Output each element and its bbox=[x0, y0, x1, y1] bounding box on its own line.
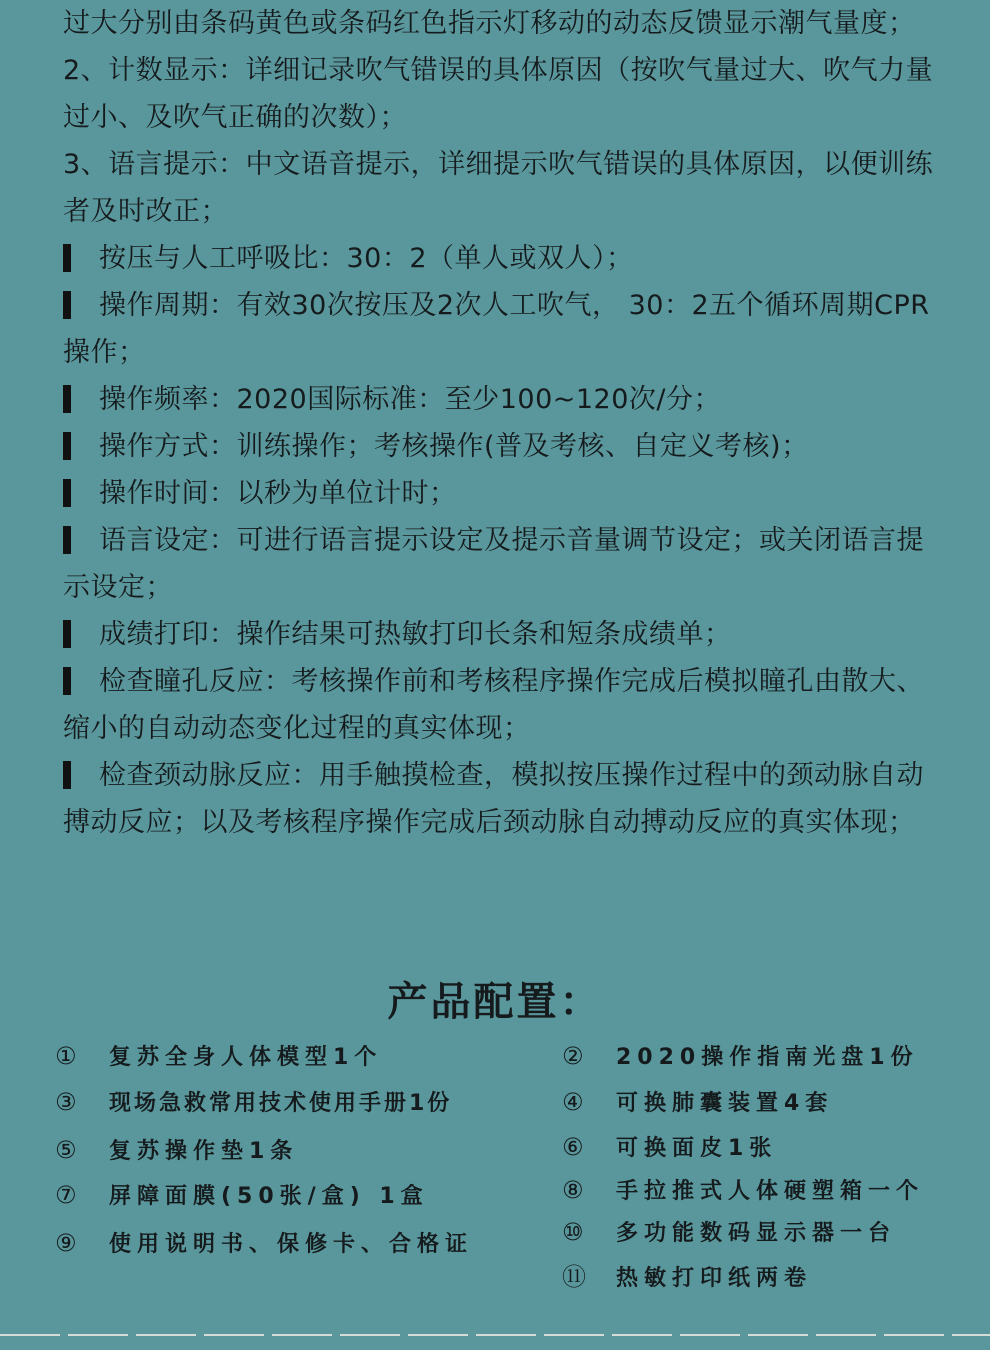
bullet-bar-icon bbox=[63, 291, 71, 319]
config-item: ⑩ 多功能数码显示器一台 bbox=[562, 1218, 897, 1246]
config-title: 产品配置： bbox=[387, 979, 603, 1025]
config-item: ③ 现场急救常用技术使用手册1份 bbox=[55, 1088, 453, 1116]
spec-line-print: 成绩打印：操作结果可热敏打印长条和短条成绩单； bbox=[63, 611, 943, 658]
config-item: ⑦ 屏障面膜(50张/盒) 1盒 bbox=[55, 1181, 429, 1209]
bullet-bar-icon bbox=[63, 667, 71, 695]
spec-line-mode: 操作方式：训练操作；考核操作(普及考核、自定义考核)； bbox=[63, 423, 943, 470]
spec-line-count-display: 2、计数显示：详细记录吹气错误的具体原因（按吹气量过大、吹气力量过小、及吹气正确的次数）； bbox=[63, 55, 934, 133]
config-item: ① 复苏全身人体模型1个 bbox=[55, 1042, 383, 1070]
spec-line-voice-prompt: 3、语言提示：中文语音提示，详细提示吹气错误的具体原因，以便训练者及时改正； bbox=[63, 149, 934, 227]
config-item: ⑨ 使用说明书、保修卡、合格证 bbox=[55, 1229, 474, 1257]
spec-line-ratio: 按压与人工呼吸比：30：2（单人或双人）； bbox=[63, 235, 943, 282]
config-item: ⑥ 可换面皮1张 bbox=[562, 1133, 778, 1161]
config-item: ④ 可换肺囊装置4套 bbox=[562, 1088, 834, 1116]
bullet-bar-icon bbox=[63, 526, 71, 554]
bullet-bar-icon bbox=[63, 432, 71, 460]
spec-line-frequency: 操作频率：2020国际标准：至少100~120次/分； bbox=[63, 376, 943, 423]
spec-list bbox=[63, 0, 943, 846]
spec-line-pupil: 检查瞳孔反应：考核操作前和考核程序操作完成后模拟瞳孔由散大、缩小的自动动态变化过程的真实体现； bbox=[63, 666, 924, 744]
spec-line-moisture: 过大分别由条码黄色或条码红色指示灯移动的动态反馈显示潮气量度； bbox=[63, 8, 916, 39]
config-item: ② 2020操作指南光盘1份 bbox=[562, 1042, 919, 1070]
bullet-bar-icon bbox=[63, 620, 71, 648]
config-item: ⑤ 复苏操作垫1条 bbox=[55, 1136, 299, 1164]
bullet-bar-icon bbox=[63, 244, 71, 272]
bullet-bar-icon bbox=[63, 385, 71, 413]
config-item: ⑪ 热敏打印纸两卷 bbox=[562, 1263, 813, 1291]
spec-line-time: 操作时间：以秒为单位计时； bbox=[63, 470, 943, 517]
spec-line-language: 语言设定：可进行语言提示设定及提示音量调节设定；或关闭语言提示设定； bbox=[63, 525, 924, 603]
bullet-bar-icon bbox=[63, 479, 71, 507]
spec-line-carotid: 检查颈动脉反应：用手触摸检查，模拟按压操作过程中的颈动脉自动搏动反应；以及考核程序操作完成后颈动脉自动搏动反应的真实体现； bbox=[63, 760, 924, 838]
bullet-bar-icon bbox=[63, 761, 71, 789]
config-item: ⑧ 手拉推式人体硬塑箱一个 bbox=[562, 1176, 925, 1204]
footer-dashed-divider bbox=[0, 1334, 990, 1336]
spec-line-cycle: 操作周期：有效30次按压及2次人工吹气， 30：2五个循环周期CPR操作； bbox=[63, 290, 930, 368]
